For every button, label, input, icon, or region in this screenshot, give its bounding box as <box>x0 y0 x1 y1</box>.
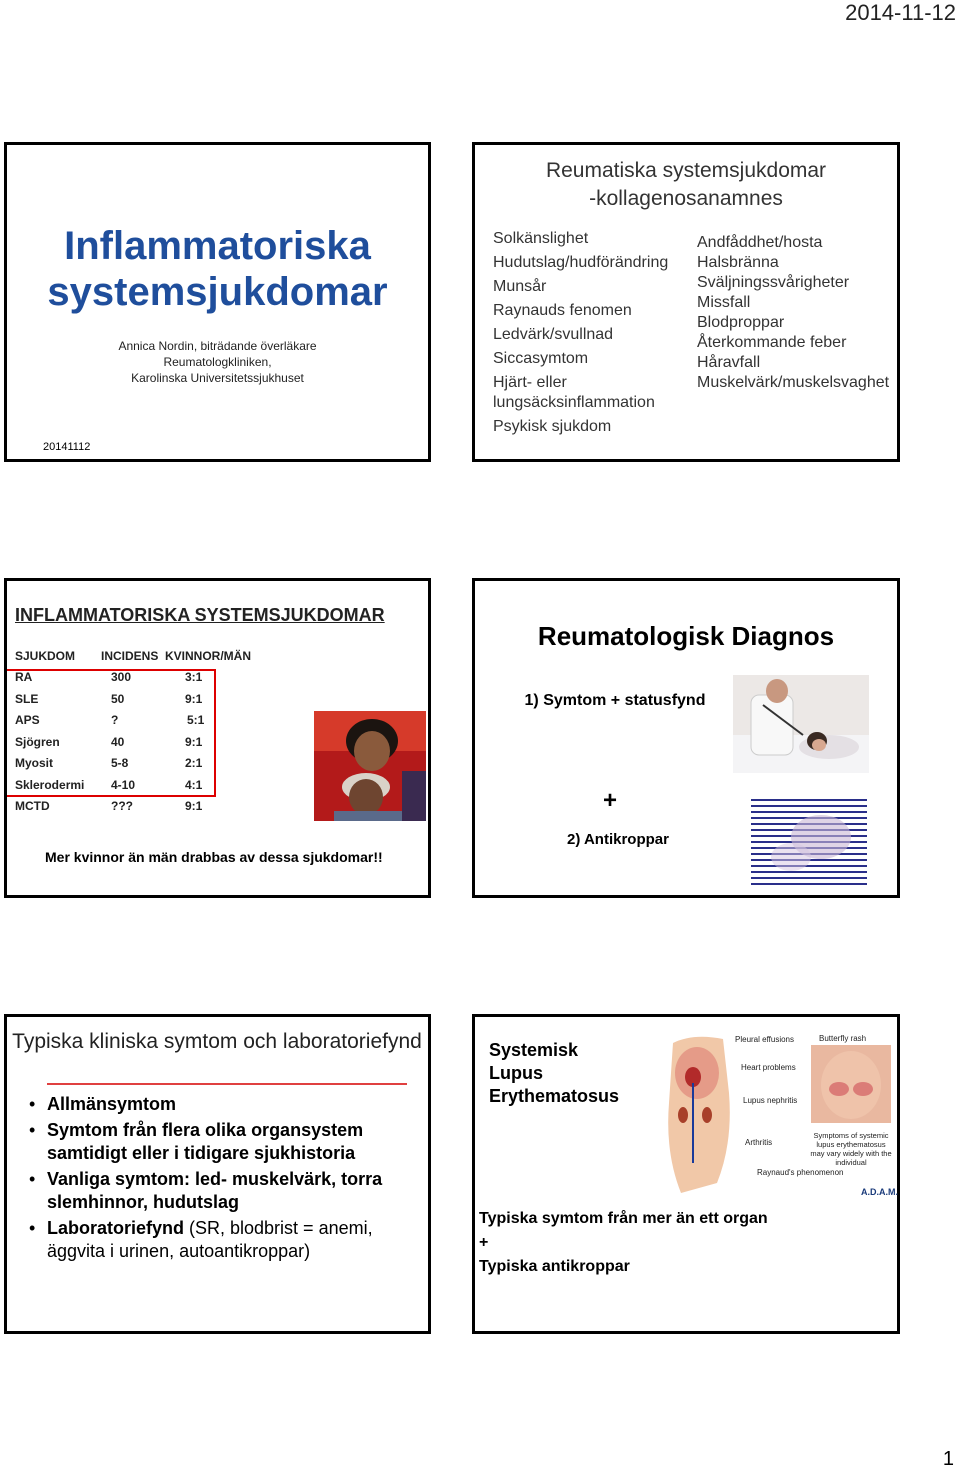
slide6-footer: Typiska symtom från mer än ett organ + Typiska antikroppar <box>479 1210 768 1275</box>
slide3-title: INFLAMMATORISKA SYSTEMSJUKDOMAR <box>15 605 385 625</box>
typical-list <box>29 1093 409 1266</box>
incidence-table <box>15 645 251 817</box>
list-item: Håravfall <box>697 354 761 371</box>
list-item: Hudutslag/hudförändring <box>493 254 669 271</box>
slide-title <box>4 142 431 462</box>
label-arthritis: Arthritis <box>745 1138 773 1147</box>
slide-diagnos <box>472 578 900 898</box>
table-row: Sjögren 40 9:1 <box>15 734 203 749</box>
slide-sle <box>472 1014 900 1334</box>
slide-incidence <box>4 578 431 898</box>
list-item: Blodproppar <box>697 314 785 331</box>
slide-typical <box>4 1014 431 1334</box>
list-item: Sväljningssvårigheter <box>697 274 850 291</box>
list-item: Andfåddhet/hosta <box>697 234 823 251</box>
slide3-note: Mer kvinnor än män drabbas av dessa sjukdomar!! <box>45 849 383 865</box>
table-header-row: SJUKDOM INCIDENS KVINNOR/MÄN <box>15 648 251 663</box>
table-row: MCTD ??? 9:1 <box>15 799 203 814</box>
table-row: Sklerodermi 4-10 4:1 <box>15 777 203 792</box>
slide-anamnes <box>472 142 900 462</box>
list-item: Hjärt- eller lungsäcksinflammation <box>493 374 655 411</box>
list-item: Solkänslighet <box>493 230 589 247</box>
antibody-pattern-image <box>751 797 867 887</box>
plus-sign: + <box>603 787 618 814</box>
list-item: Muskelvärk/muskelsvaghet <box>697 374 890 391</box>
header-date: 2014-11-12 <box>845 0 956 25</box>
title-underline <box>47 1083 407 1085</box>
label-lupus-nephritis: Lupus nephritis <box>743 1096 798 1105</box>
slide1-title: Inflammatoriska systemsjukdomar <box>47 224 388 314</box>
symptom-list-right <box>697 233 889 393</box>
slide5-title: Typiska kliniska symtom och laboratoriefynd <box>12 1030 422 1053</box>
list-item: • Laboratoriefynd (SR, blodbrist = anemi, äggvita i urinen, autoantikroppar) <box>29 1217 409 1263</box>
list-item: Halsbränna <box>697 254 779 271</box>
list-item: • Vanliga symtom: led- muskelvärk, torra slemhinnor, hudutslag <box>29 1168 409 1214</box>
list-item: Ledvärk/svullnad <box>493 326 614 343</box>
list-item: Siccasymtom <box>493 350 589 367</box>
list-item: Missfall <box>697 294 751 311</box>
adam-logo: A.D.A.M. <box>861 1187 898 1197</box>
patients-photo <box>314 711 426 821</box>
label-butterfly: Butterfly rash <box>819 1034 867 1043</box>
page-number: 1 <box>942 1448 954 1470</box>
antibody-step: 2) Antikroppar <box>567 831 669 848</box>
label-heart: Heart problems <box>741 1063 796 1072</box>
slide1-date: 20141112 <box>43 441 91 453</box>
symptom-step: 1) Symtom + statusfynd <box>524 692 706 709</box>
list-item: Återkommande feber <box>697 334 847 351</box>
slide4-title: Reumatologisk Diagnos <box>537 621 835 651</box>
list-item: Munsår <box>493 278 547 295</box>
slide2-title: Reumatiska systemsjukdomar -kollagenosanamnes <box>545 159 827 210</box>
table-row: RA 300 3:1 <box>15 670 203 685</box>
table-row: Myosit 5-8 2:1 <box>15 756 203 771</box>
list-item: • Symtom från flera olika organsystem samtidigt eller i tidigare sjukhistoria <box>29 1119 409 1165</box>
table-row: SLE 50 9:1 <box>15 691 203 706</box>
sle-illustration <box>653 1033 898 1201</box>
label-pleural: Pleural effusions <box>735 1035 794 1044</box>
symptom-list-left <box>493 229 683 441</box>
table-row: APS ? 5:1 <box>15 713 205 728</box>
slide6-title: Systemisk Lupus Erythematosus <box>489 1040 620 1106</box>
list-item: Raynauds fenomen <box>493 302 632 319</box>
list-item: • Allmänsymtom <box>29 1093 409 1116</box>
label-symptoms: Symptoms of systemic lupus erythematosus may vary widely with the individual <box>810 1131 892 1167</box>
doctor-patient-photo <box>733 675 869 773</box>
author-block: Annica Nordin, biträdande överläkare Reumatologkliniken, Karolinska Universitetssjukhuset <box>118 339 317 385</box>
label-raynaud: Raynaud's phenomenon <box>757 1168 844 1177</box>
list-item: Psykisk sjukdom <box>493 418 612 435</box>
